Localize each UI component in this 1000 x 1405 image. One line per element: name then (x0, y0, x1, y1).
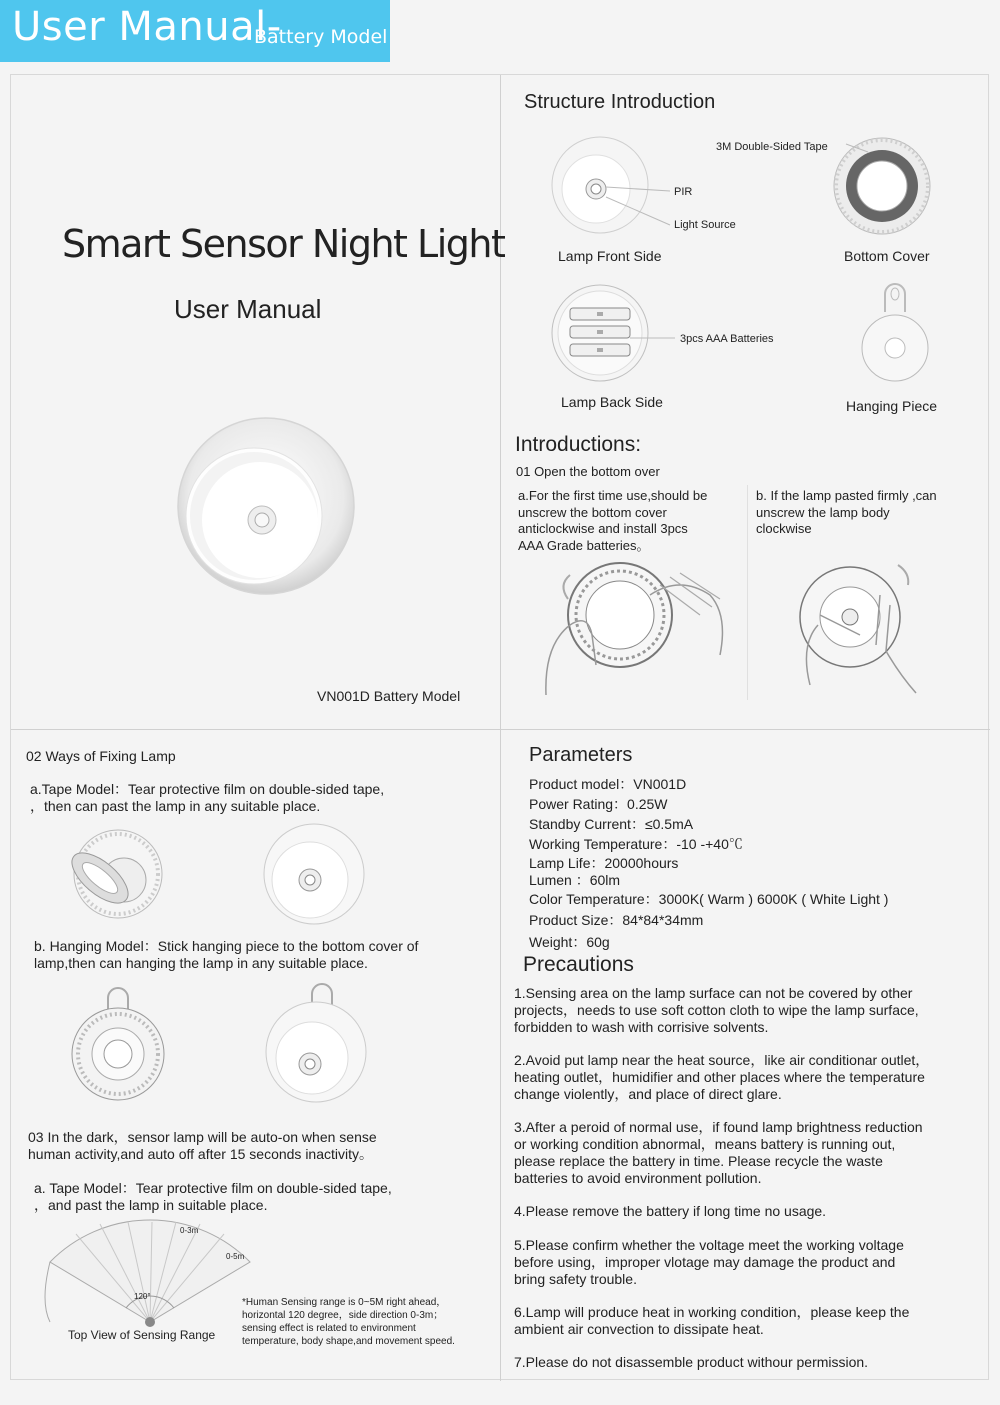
tape-model-text-2: a. Tape Model：Tear protective film on double-sided tape, ，and past the lamp in suitable place. (34, 1180, 392, 1213)
intro-step-b: b. If the lamp pasted firmly ,can unscrew the lamp body clockwise (756, 488, 937, 536)
range-note: *Human Sensing range is 0~5M right ahead， horizontal 120 degree，side direction 0-3m； sensing effect is related to environment temperature, body shape,and movement speed. (242, 1297, 455, 1347)
introductions-heading: Introductions: (515, 433, 642, 456)
tape-model-text: a.Tape Model：Tear protective film on double-sided tape, ，then can past the lamp in any suitable place. (30, 781, 385, 814)
hanging-model-text: b. Hanging Model：Stick hanging piece to the bottom cover of lamp,then can hanging the lamp in any suitable place. (34, 938, 419, 971)
precaution-1: 1.Sensing area on the lamp surface can not be covered by other projects，needs to use soft cotton cloth to wipe the lamp surface, forbidden to wash with corrisive solvents. (514, 985, 919, 1035)
hanging-model-illustration (68, 986, 168, 1106)
param-color-temp: Color Temperature：3000K( Warm ) 6000K ( White Light ) (529, 891, 889, 907)
precaution-2: 2.Avoid put lamp near the heat source，like air conditionar outlet， heating outlet，humidifier and other places where the temperature change violently，and place of direct glare. (514, 1052, 930, 1102)
sensor-text: 03 In the dark，sensor lamp will be auto-on when sense human activity,and auto off after 15 seconds inactivity。 (28, 1129, 377, 1162)
angle-label: 120° (134, 1292, 151, 1301)
hanging-caption: Hanging Piece (846, 398, 938, 414)
param-temperature: Working Temperature：-10 -+40℃ (529, 836, 743, 852)
param-power: Power Rating：0.25W (529, 796, 668, 812)
parameters-list (529, 774, 969, 953)
lamp-front-icon (550, 135, 650, 235)
unscrew-body-illustration (790, 555, 930, 695)
front-caption: Lamp Front Side (558, 248, 662, 264)
param-model: Product model：VN001D (529, 776, 687, 792)
precaution-6: 6.Lamp will produce heat in working condition，please keep the ambient air convection to dissipate heat. (514, 1304, 910, 1337)
batteries-label: 3pcs AAA Batteries (680, 333, 774, 345)
bottom-caption: Bottom Cover (844, 248, 930, 264)
precaution-5: 5.Please confirm whether the voltage meet the working voltage before using，improper vlotage may damage the product and bring safety trouble. (514, 1237, 904, 1287)
structure-heading: Structure Introduction (524, 91, 716, 113)
banner-subtitle: Battery Model (254, 26, 388, 48)
range-3m-label: 0-3m (180, 1226, 199, 1235)
tape-model-illustration (64, 822, 164, 922)
param-life: Lamp Life：20000hours (529, 855, 679, 871)
sensing-range-diagram (40, 1222, 260, 1330)
lamp-back-icon (550, 283, 650, 383)
banner-title: User Manual- (12, 4, 282, 50)
range-5m-label: 0-5m (226, 1252, 245, 1261)
range-caption: Top View of Sensing Range (68, 1328, 216, 1342)
pir-label: PIR (674, 186, 693, 198)
param-standby: Standby Current：≤0.5mA (529, 816, 694, 832)
param-weight: Weight：60g (529, 934, 610, 950)
model-label: VN001D Battery Model (317, 688, 461, 704)
tape-label: 3M Double-Sided Tape (716, 141, 828, 153)
precaution-3: 3.After a peroid of normal use，if found lamp brightness reduction or working condition abnormal，means battery is running out, please replace the battery in time. Please recycle the waste batteries to avoid environment pollution. (514, 1119, 923, 1186)
unscrew-cover-illustration (540, 555, 730, 695)
back-caption: Lamp Back Side (561, 394, 663, 410)
fixing-heading: 02 Ways of Fixing Lamp (26, 748, 176, 764)
manual-subtitle: User Manual (174, 294, 322, 324)
param-size: Product Size：84*84*34mm (529, 912, 704, 928)
header-banner (0, 0, 390, 62)
precautions-heading: Precautions (523, 953, 634, 976)
middle-divider (11, 729, 990, 730)
intro-step-a: a.For the first time use,should be unscrew the bottom cover anticlockwise and install 3pcs AAA Grade batteries。 (518, 488, 708, 553)
parameters-heading: Parameters (529, 744, 633, 766)
intro-step: 01 Open the bottom over (516, 464, 660, 479)
intro-divider (747, 485, 748, 700)
param-lumen: Lumen ：60lm (529, 872, 621, 888)
night-light-illustration (176, 420, 356, 600)
product-title: Smart Sensor Night Light (62, 222, 505, 266)
bottom-cover-icon (832, 136, 932, 236)
precaution-7: 7.Please do not disassemble product withour permission. (514, 1354, 869, 1370)
light-source-label: Light Source (674, 219, 736, 231)
precaution-4: 4.Please remove the battery if long time no usage. (514, 1203, 827, 1219)
hanging-piece-icon (860, 282, 930, 392)
center-divider (500, 75, 501, 1381)
tape-lamp-illustration (262, 822, 366, 926)
hanging-lamp-illustration (262, 982, 366, 1106)
